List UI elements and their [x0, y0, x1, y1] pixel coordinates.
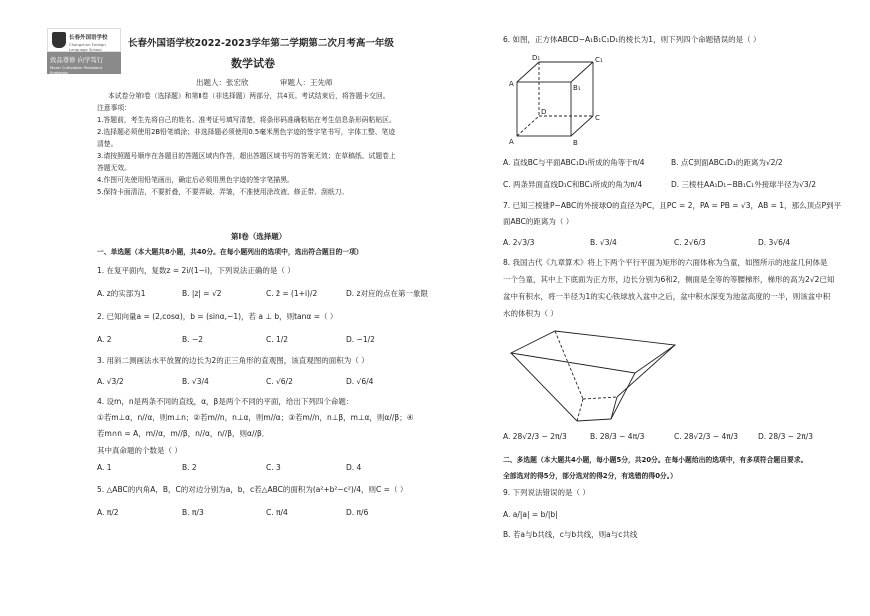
- cube-edge: [571, 116, 593, 136]
- school-title: 长春外国语学校2022-2023学年第二学期第二次月考高一年级: [128, 38, 394, 49]
- cube-hidden-edge: [517, 116, 539, 136]
- q1-option-b: B. |z| = √2: [182, 289, 222, 298]
- reviewer: 审题人：王先师: [280, 78, 333, 87]
- instruction-item: 答题无效。: [97, 164, 131, 172]
- instruction-item: 清楚。: [97, 140, 118, 148]
- emblem-icon: [52, 32, 66, 48]
- cube-figure: [505, 50, 615, 150]
- q1-option-d: D. z对应的点在第一象限: [346, 289, 428, 298]
- instruction-item: 3.请按照题号顺序在各题目的答题区域内作答，超出答题区域书写的答案无效；在草稿纸、试题卷上: [97, 152, 396, 160]
- q7-option-d: D. 3√6/4: [758, 238, 791, 247]
- q1-stem: 1. 在复平面内，复数z = 2i/(1−i)，下列说法正确的是（ ）: [97, 266, 295, 275]
- q4-option-b: B. 2: [182, 463, 197, 472]
- label-b1: B₁: [573, 84, 581, 92]
- q1-option-c: C. z̄ = (1+i)/2: [266, 289, 318, 298]
- q7-line2: 面ABC的距离为（ ）: [503, 217, 574, 226]
- q6-option-b: B. 点C到面ABC₁D₁的距离为√2/2: [671, 158, 783, 167]
- instruction-item: 5.保持卡面清洁，不要折叠，不要弄破、弄皱，不准使用涂改液、修正带、刮纸刀。: [97, 188, 349, 196]
- label-c: C: [595, 114, 600, 122]
- q2-option-b: B. −2: [182, 335, 203, 344]
- basin-edge: [617, 345, 675, 397]
- label-d: D: [541, 108, 547, 116]
- q8-line4: 水的体积为（ ）: [503, 309, 558, 318]
- label-a1: A: [509, 80, 514, 88]
- q2-option-c: C. 1/2: [266, 335, 289, 344]
- logo-name: 长春外国语学校: [69, 35, 108, 41]
- basin-figure: [505, 325, 685, 427]
- q2-option-d: D. −1/2: [346, 335, 375, 344]
- q5-stem: 5. △ABC的内角A，B，C的对边分别为a，b，c若△ABC的面积为(a²+b²−c²)/4，则C =（ ）: [97, 485, 408, 494]
- q4-option-c: C. 3: [266, 463, 281, 472]
- q6-option-a: A. 直线BC与平面ABC₁D₁所成的角等于π/4: [503, 158, 645, 167]
- q6-option-d: D. 三棱柱AA₁D₁−BB₁C₁外接球半径为√3/2: [671, 180, 816, 189]
- cube-edge: [571, 62, 593, 82]
- q3-option-c: C. √6/2: [266, 377, 293, 386]
- q4-option-a: A. 1: [97, 463, 112, 472]
- q6-stem: 6. 如图，正方体ABCD−A₁B₁C₁D₁的棱长为1，则下列四个命题错误的是（ ）: [503, 35, 761, 44]
- part1-heading: 一、单选题（本大题共8小题，共40分。在每小题列出的选项中，选出符合题目的一项）: [97, 248, 363, 256]
- q9-option-b: B. 若a与b共线，c与b共线，则a与c共线: [503, 530, 638, 539]
- instruction-item: 1.答题前，考生先将自己的姓名、准考证号填写清楚，将条形码准确粘贴在考生信息条形码粘贴区。: [97, 116, 396, 124]
- basin-edge: [611, 397, 617, 419]
- q3-option-d: D. √6/4: [346, 377, 374, 386]
- intro-line: 本试卷分第Ⅰ卷（选择题）和第Ⅱ卷（非选择题）两部分，共4页。考试结束后，将答题卡交回。: [108, 92, 390, 100]
- q4-line3: 若m∩n = A，m//α，m//β，n//α，n//β，则α//β．: [97, 429, 270, 438]
- q8-option-d: D. 28/3 − 2π/3: [758, 432, 814, 441]
- q5-option-b: B. π/3: [182, 508, 204, 517]
- label-b: B: [573, 139, 578, 147]
- subject-title: 数学试卷: [231, 57, 275, 70]
- q3-option-a: A. √3/2: [97, 377, 124, 386]
- q8-option-c: C. 28√2/3 − 4π/3: [674, 432, 739, 441]
- q7-stem: 7. 已知三棱锥P−ABC的外接球O的直径为PC，且PC = 2，PA = PB = √3，AB = 1，那么顶点P到平: [503, 201, 842, 210]
- school-logo: [47, 28, 121, 74]
- q8-line1: 8. 我国古代《九章算术》将上下两个平行平面为矩形的六面体称为刍童，如图所示的池盆几何体是: [503, 258, 828, 267]
- part2-line1: 二、多选题（本大题共4小题，每小题5分，共20分。在每小题给出的选项中，有多项符合题目要求。: [503, 456, 808, 464]
- q7-option-b: B. √3/4: [590, 238, 617, 247]
- q9-stem: 9. 下列说法错误的是（ ）: [503, 488, 590, 497]
- label-a: A: [509, 138, 514, 146]
- q2-option-a: A. 2: [97, 335, 112, 344]
- q5-option-d: D. π/6: [346, 508, 369, 517]
- logo-motto-en: Moral Cultivation Persistent Endeavor: [50, 65, 103, 75]
- q1-option-a: A. z的实部为1: [97, 289, 146, 298]
- basin-hidden-edge: [583, 397, 617, 399]
- q4-line2: ①若m⊥α，n//α，则m⊥n；②若m//n，n⊥α，则m//α；③若m//n，n⊥β，m⊥α，则α//β；④: [97, 413, 414, 422]
- q4-stem: 4. 设m，n是两条不同的直线，α，β是两个不同的平面，给出下列四个命题：: [97, 397, 354, 406]
- q8-option-b: B. 28/3 − 4π/3: [590, 432, 645, 441]
- q8-line2: 一个刍童，其中上下底面为正方形，边长分别为6和2，侧面是全等的等腰梯形，梯形的高为2√2已知: [503, 275, 835, 284]
- basin-edge: [577, 419, 611, 421]
- label-c1: C₁: [595, 56, 603, 64]
- basin-hidden-edge: [555, 331, 583, 399]
- instruction-item: 4.作图可先使用铅笔画出，确定后必须用黑色字迹的签字笔描黑。: [97, 176, 294, 184]
- q4-option-d: D. 4: [346, 463, 362, 472]
- q2-stem: 2. 已知向量a = (2,cosα)，b = (sinα,−1)，若 a ⊥ b，则tanα =（ ）: [97, 312, 338, 321]
- cube-edge: [517, 62, 539, 82]
- label-d1: D₁: [532, 54, 541, 62]
- part2-line2: 全部选对的得5分，部分选对的得2分，有选错的得0分。）: [503, 472, 677, 480]
- q8-line3: 盆中有积水，将一半径为1的实心铁球放入盆中之后，盆中积水深变为池盆高度的一半，则该盆中积: [503, 292, 831, 301]
- q3-stem: 3. 用斜二测画法水平放置的边长为2的正三角形的直观图，该直观图的面积为（ ）: [97, 356, 369, 365]
- section-title: 第Ⅰ卷（选择题）: [231, 232, 287, 241]
- basin-hidden-edge: [577, 399, 583, 421]
- logo-motto: 致品尊修 向学笃行: [50, 56, 104, 64]
- logo-top: [47, 28, 121, 52]
- q7-option-c: C. 2√6/3: [674, 238, 706, 247]
- q4-line4: 其中真命题的个数是（ ）: [97, 446, 182, 455]
- q5-option-a: A. π/2: [97, 508, 119, 517]
- instruction-item: 2.选择题必须使用2B铅笔填涂；非选择题必须使用0.5毫米黑色字迹的签字笔书写，字体工整、笔迹: [97, 128, 396, 136]
- q3-option-b: B. √3/4: [182, 377, 209, 386]
- logo-band: [47, 52, 121, 74]
- q5-option-c: C. π/4: [266, 508, 288, 517]
- logo-sub: Changchun Foreign Language School: [69, 42, 106, 52]
- q7-option-a: A. 2√3/3: [503, 238, 535, 247]
- q9-option-a: A. a/|a| = b/|b|: [503, 510, 558, 519]
- basin-edge: [511, 353, 577, 421]
- q8-option-a: A. 28√2/3 − 2π/3: [503, 432, 567, 441]
- author: 出题人：张宏欣: [196, 78, 249, 87]
- q6-option-c: C. 两条异面直线D₁C和BC₁所成的角为π/4: [503, 180, 643, 189]
- instructions-heading: 注意事项：: [97, 104, 131, 112]
- basin-edge: [611, 373, 635, 419]
